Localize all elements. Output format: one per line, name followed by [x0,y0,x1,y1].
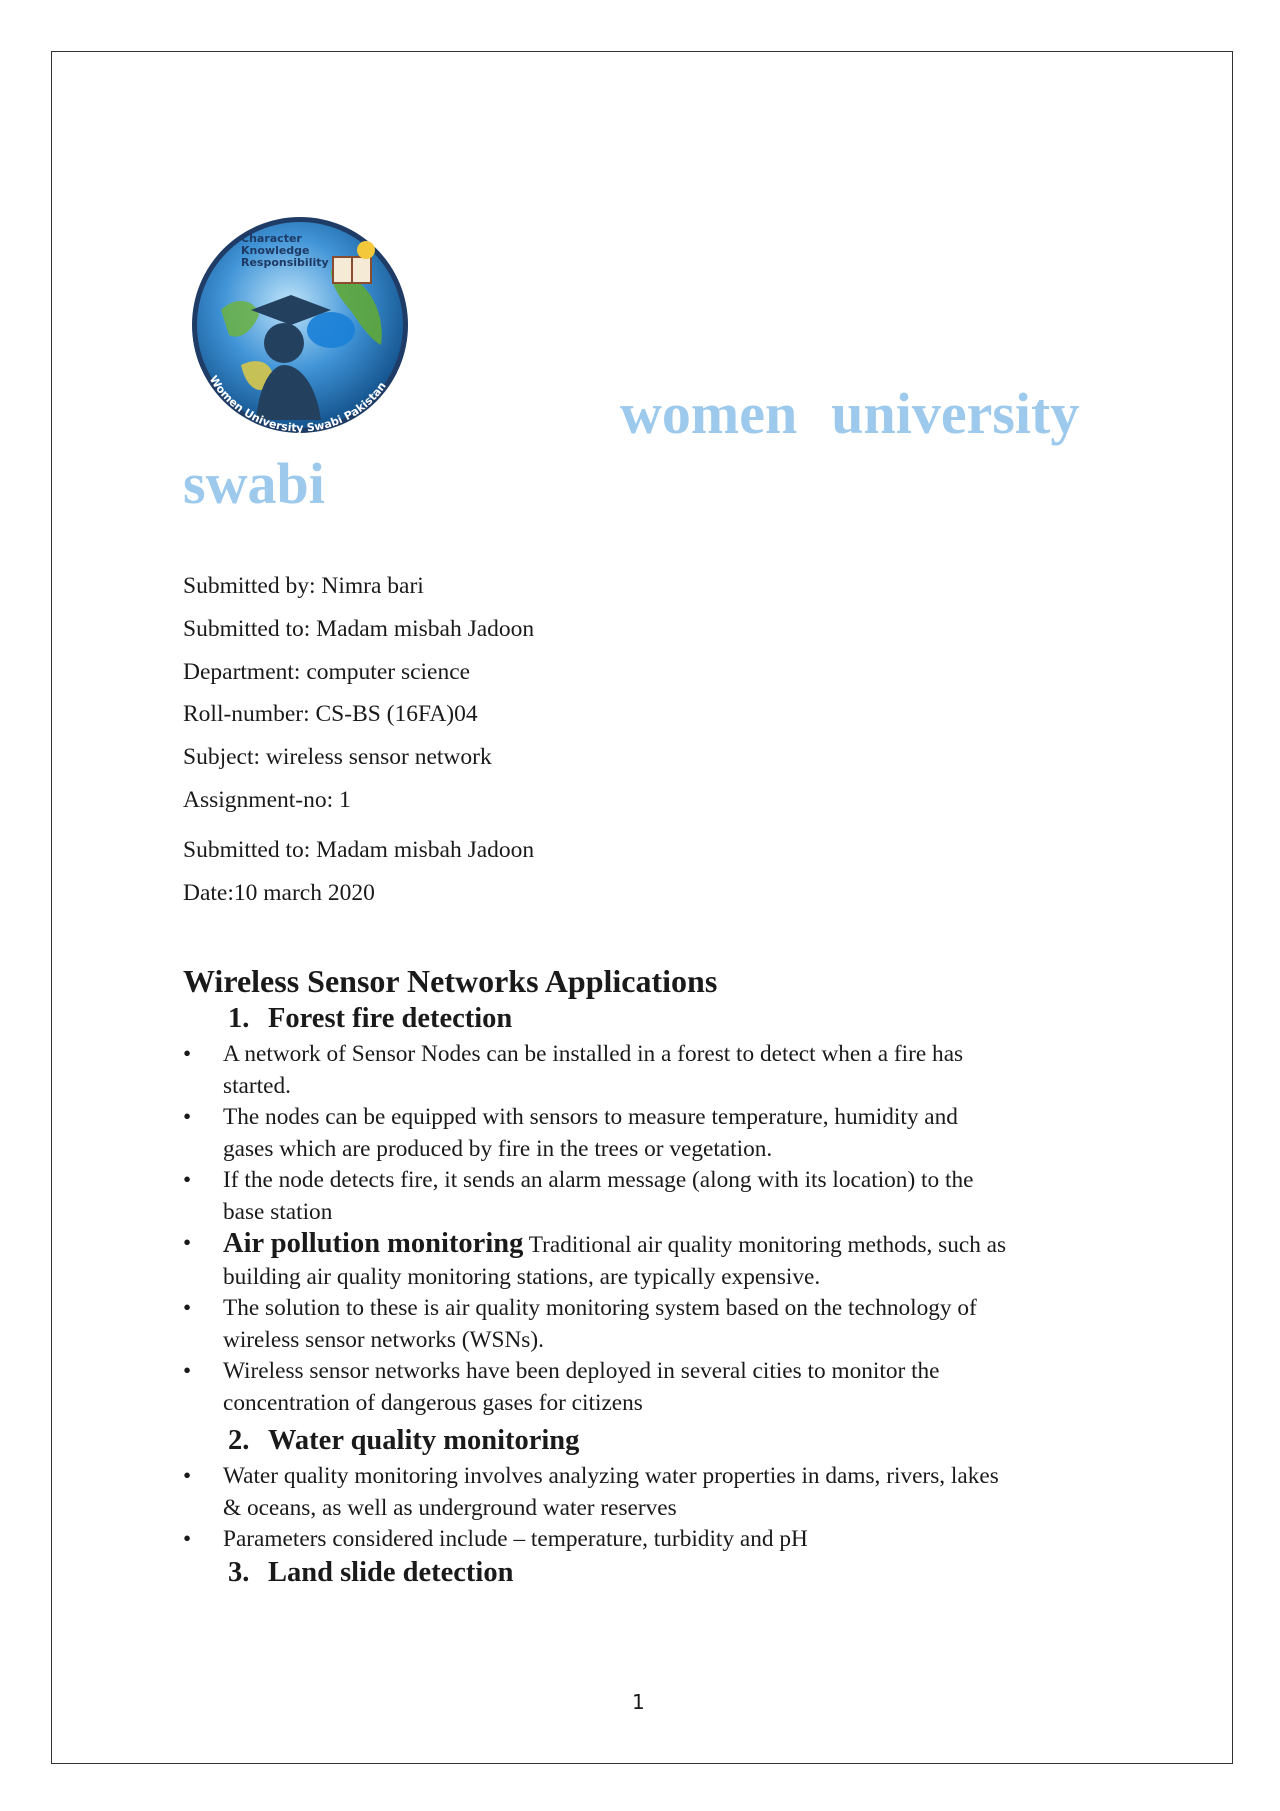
info-submitted-to-2: Submitted to: Madam misbah Jadoon [183,837,535,863]
list-item: • A network of Sensor Nodes can be installed in a forest to detect when a fire has started. [183,1041,964,1099]
section-number: 3. [228,1557,250,1588]
info-submitted-to: Submitted to: Madam misbah Jadoon [183,616,535,642]
section-title: Land slide detection [268,1557,514,1588]
university-logo [181,215,419,435]
air-pollution-heading: Air pollution monitoring [223,1228,524,1259]
info-subject: Subject: wireless sensor network [183,744,492,770]
logo-text-1: Character [241,232,302,245]
info-roll-number: Roll-number: CS-BS (16FA)04 [183,701,478,727]
bullet-icon: • [183,1104,192,1130]
bullet-icon: • [183,1526,192,1552]
main-heading: Wireless Sensor Networks Applications [183,963,718,999]
section-title: Forest fire detection [268,1003,513,1034]
section-title: Water quality monitoring [268,1425,580,1456]
info-department: Department: computer science [183,659,471,685]
bullet-icon: • [183,1167,192,1193]
list-item: • Wireless sensor networks have been deployed in several cities to monitor the concentration of dangerous gases for citizens [183,1358,940,1416]
list-item: • Parameters considered include – temperature, turbidity and pH [183,1524,1103,1556]
logo-ring-text: Women University Swabi Pakistan [206,373,389,435]
section-heading-forest-fire [228,1003,512,1035]
water-bullet-list [183,1461,1103,1556]
list-item: • If the node detects fire, it sends an alarm message (along with its location) to the base station [183,1167,974,1225]
list-item: • Water quality monitoring involves analyzing water properties in dams, rivers, lakes & oceans, as well as underground water reserves [183,1463,999,1521]
institution-title [620,381,1100,446]
logo-text-2: Knowledge [241,244,310,257]
institution-title-line2: swabi [183,451,325,516]
bullet-icon: • [183,1295,192,1321]
bullet-icon: • [183,1041,192,1067]
title-word-university: university [831,381,1080,446]
logo-text-3: Responsibility [241,256,329,269]
bullet-icon: • [183,1230,192,1256]
bullet-icon: • [183,1358,192,1384]
info-submitted-by: Submitted by: Nimra bari [183,573,424,599]
forest-air-bullet-list [183,1039,1103,1419]
bullet-icon: • [183,1463,192,1489]
info-assignment-no: Assignment-no: 1 [183,787,351,813]
info-date: Date:10 march 2020 [183,880,375,906]
section-number: 2. [228,1425,250,1456]
list-item: • The nodes can be equipped with sensors to measure temperature, humidity and gases which are produced by fire in the trees or vegetation. [183,1104,958,1162]
list-item-air-pollution: • Air pollution monitoring Traditional air quality monitoring methods, such as building air quality monitoring stations, are typically expensive. [183,1228,1007,1290]
section-heading-land-slide [228,1557,513,1589]
section-heading-water-quality [228,1425,579,1457]
title-word-women: women [620,381,798,446]
list-item: • The solution to these is air quality monitoring system based on the technology of wireless sensor networks (WSNs). [183,1295,977,1353]
page-number: 1 [632,1690,645,1714]
section-number: 1. [228,1003,250,1034]
